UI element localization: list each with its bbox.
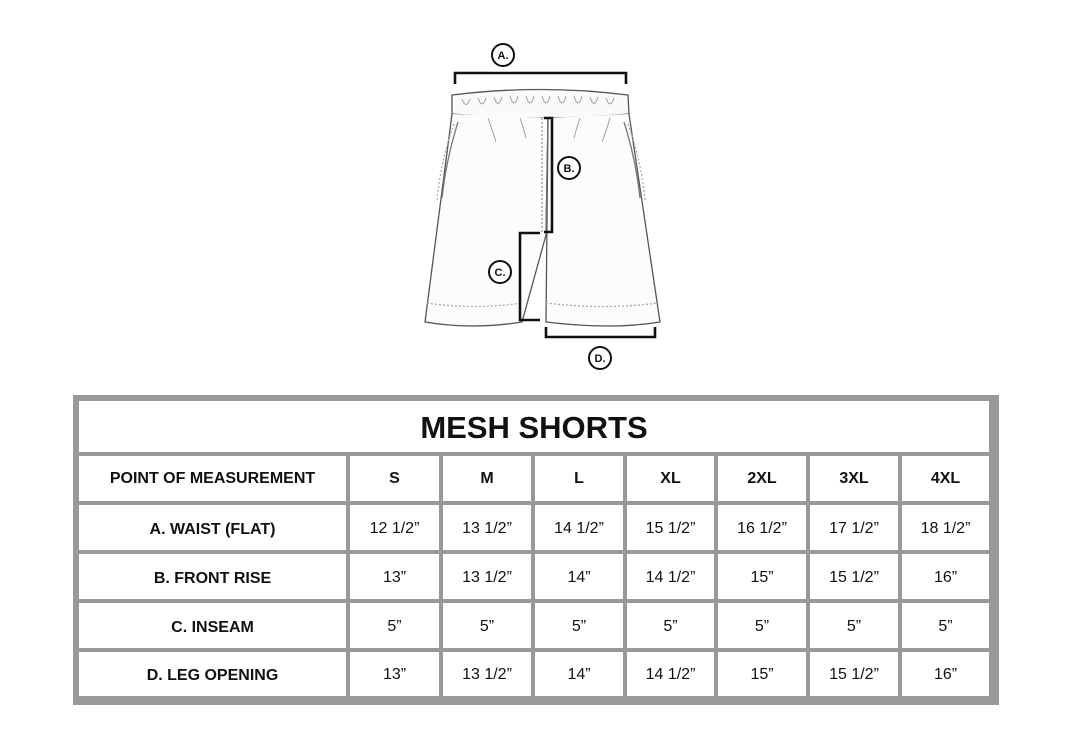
marker-a-label: A.: [497, 50, 509, 62]
header-size-l: L: [535, 456, 623, 501]
table-cell: 15 1/2”: [627, 505, 714, 550]
table-cell: 13”: [350, 652, 439, 696]
table-cell: 18 1/2”: [902, 505, 989, 550]
header-size-m: M: [443, 456, 531, 501]
marker-b-label: B.: [563, 163, 575, 175]
row-label-waist: A. WAIST (FLAT): [79, 505, 346, 550]
table-cell: 15 1/2”: [810, 652, 898, 696]
table-cell: 16”: [902, 554, 989, 599]
table-title: MESH SHORTS: [79, 401, 989, 452]
header-size-2xl: 2XL: [718, 456, 806, 501]
marker-d-label: D.: [594, 353, 606, 365]
table-cell: 15”: [718, 554, 806, 599]
table-cell: 5”: [810, 603, 898, 648]
measure-d: [546, 327, 655, 369]
table-cell: 5”: [627, 603, 714, 648]
table-cell: 14”: [535, 652, 623, 696]
header-size-s: S: [350, 456, 439, 501]
row-label-leg-opening: D. LEG OPENING: [79, 652, 346, 696]
shorts-outline: [425, 90, 660, 327]
table-cell: 12 1/2”: [350, 505, 439, 550]
row-label-inseam: C. INSEAM: [79, 603, 346, 648]
header-size-3xl: 3XL: [810, 456, 898, 501]
header-size-4xl: 4XL: [902, 456, 989, 501]
table-cell: 5”: [350, 603, 439, 648]
table-cell: 5”: [535, 603, 623, 648]
table-cell: 5”: [902, 603, 989, 648]
measure-a: [455, 44, 626, 84]
marker-c-label: C.: [494, 267, 506, 279]
header-size-xl: XL: [627, 456, 714, 501]
table-cell: 14 1/2”: [627, 652, 714, 696]
table-cell: 15 1/2”: [810, 554, 898, 599]
table-cell: 5”: [443, 603, 531, 648]
table-cell: 5”: [718, 603, 806, 648]
table-cell: 13 1/2”: [443, 554, 531, 599]
table-cell: 17 1/2”: [810, 505, 898, 550]
table-cell: 13”: [350, 554, 439, 599]
table-cell: 14 1/2”: [627, 554, 714, 599]
row-label-front-rise: B. FRONT RISE: [79, 554, 346, 599]
table-cell: 13 1/2”: [443, 652, 531, 696]
table-cell: 15”: [718, 652, 806, 696]
table-cell: 16 1/2”: [718, 505, 806, 550]
header-point-of-measurement: POINT OF MEASUREMENT: [79, 456, 346, 501]
table-cell: 13 1/2”: [443, 505, 531, 550]
table-cell: 14 1/2”: [535, 505, 623, 550]
size-chart-table: [73, 395, 999, 705]
table-cell: 14”: [535, 554, 623, 599]
table-cell: 16”: [902, 652, 989, 696]
